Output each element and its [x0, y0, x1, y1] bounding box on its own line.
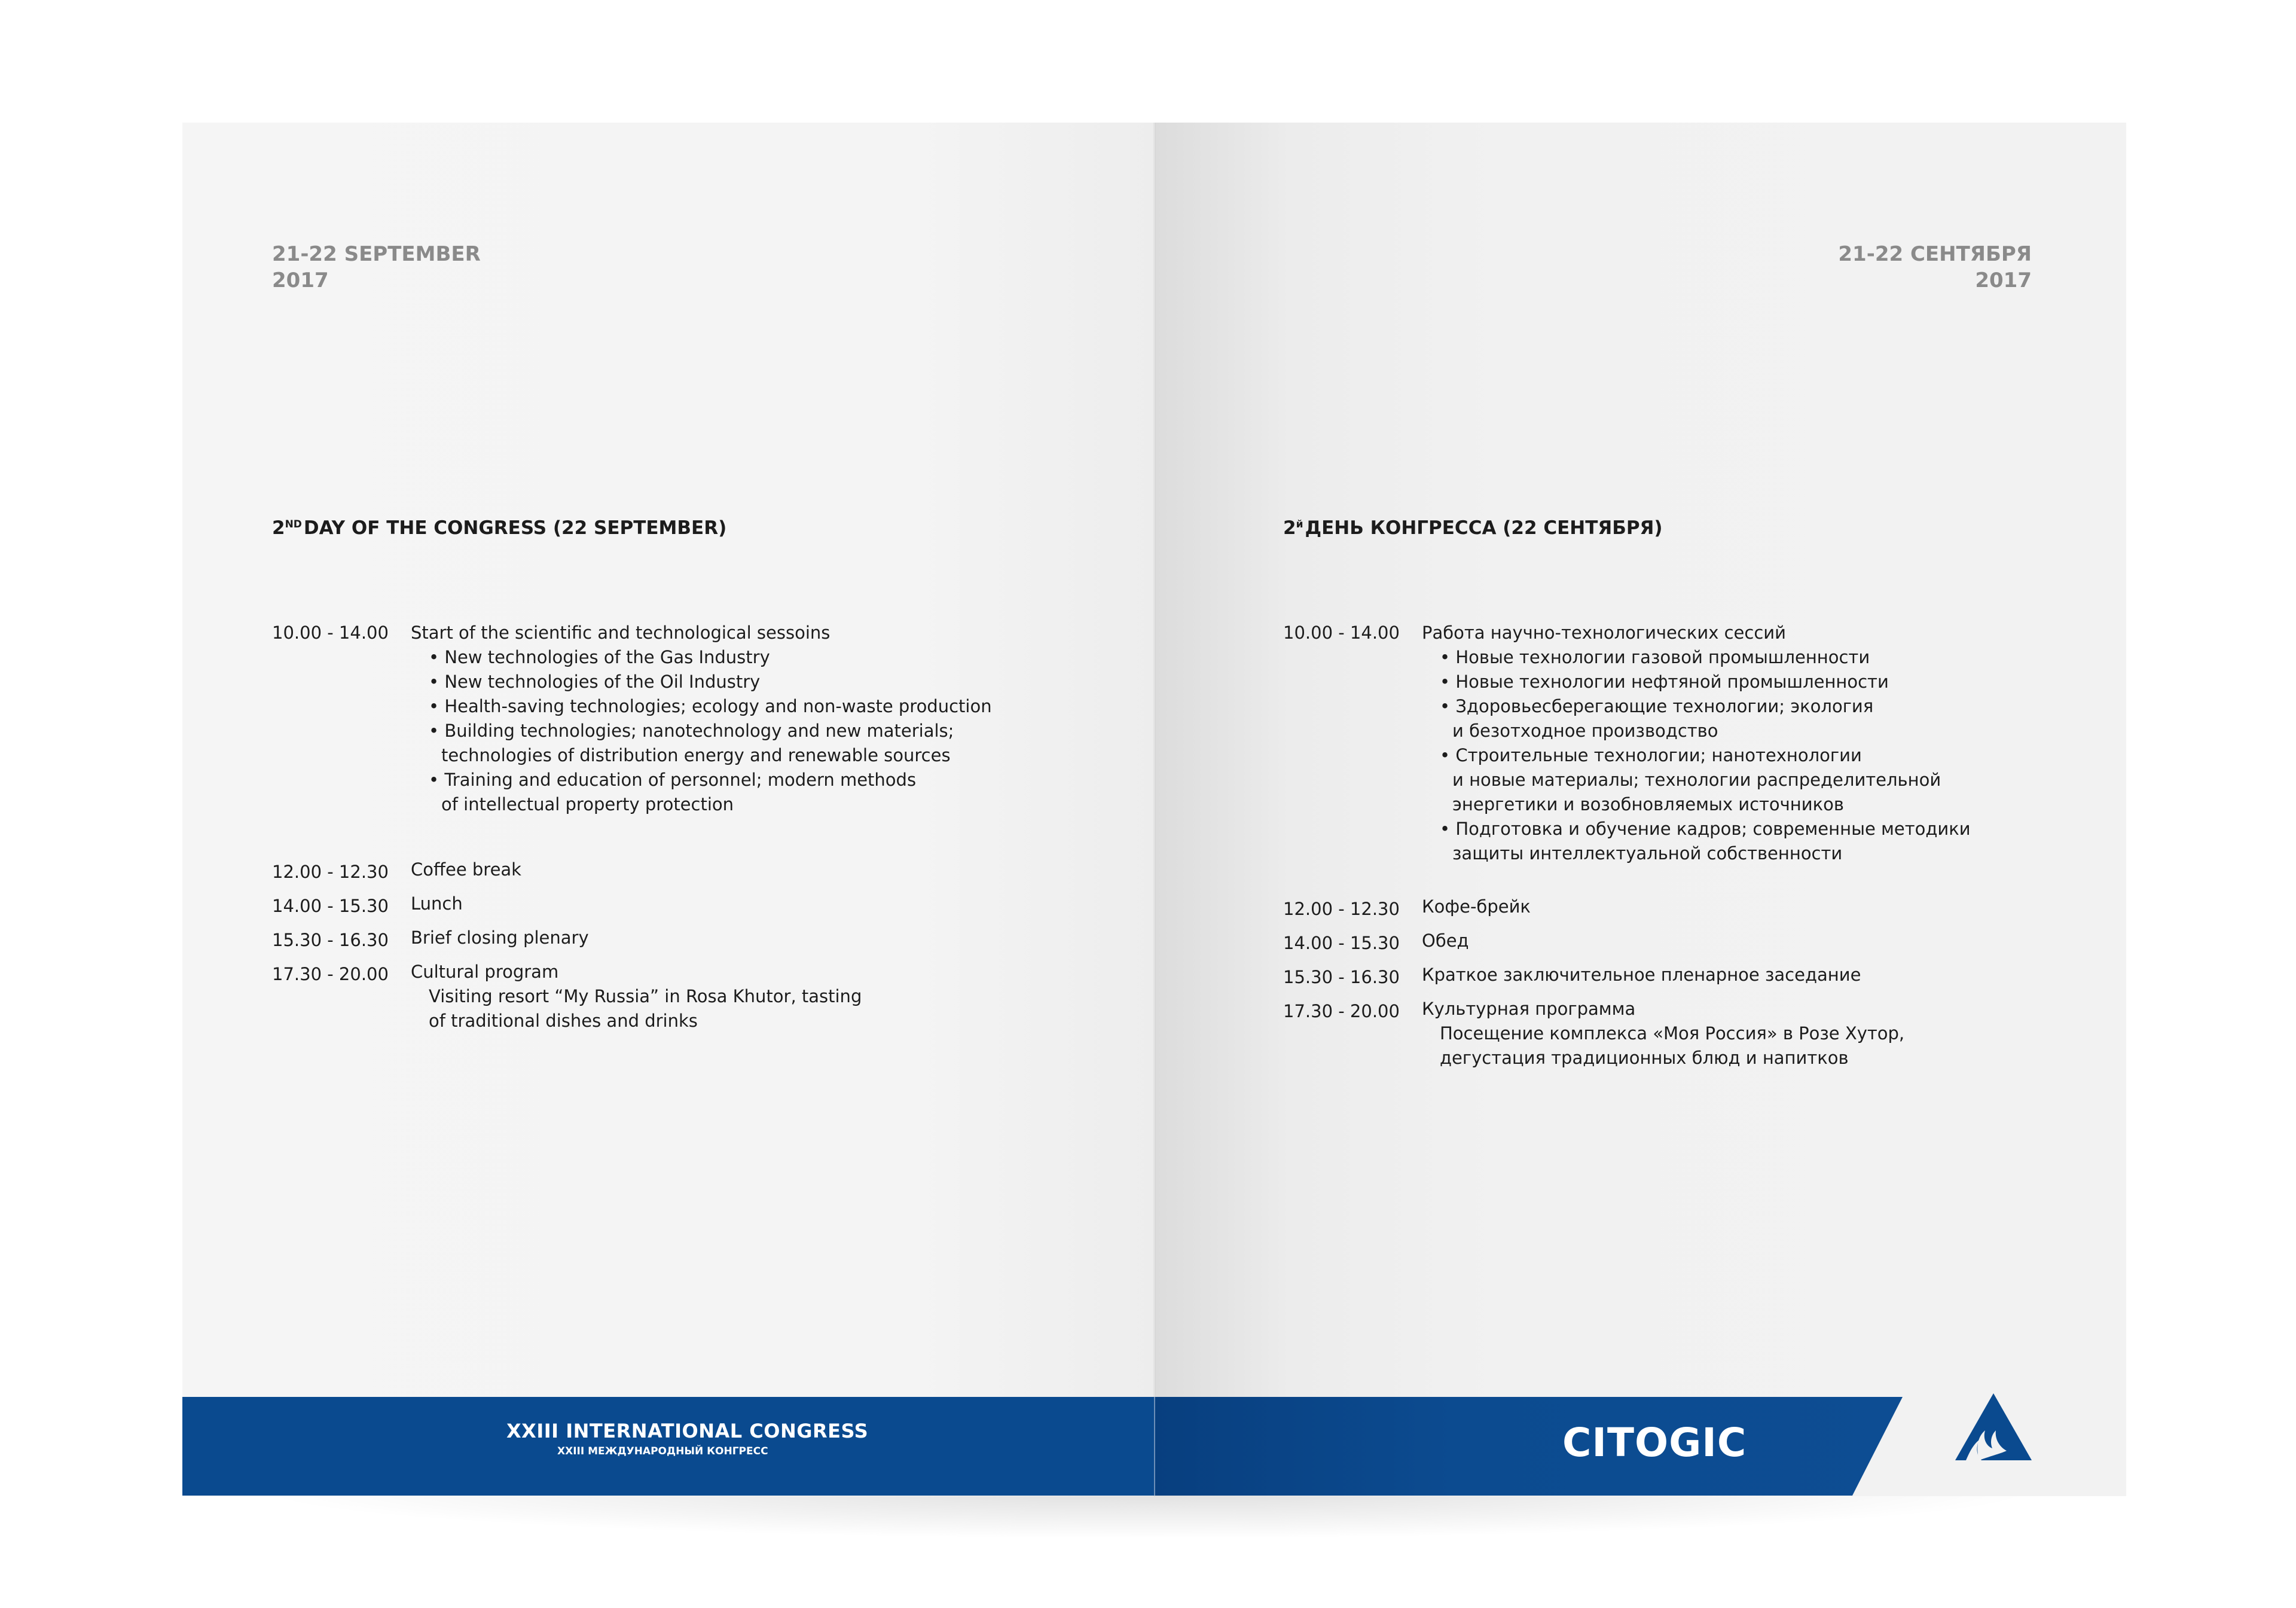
- congress-title-en: XXIII INTERNATIONAL CONGRESS: [506, 1420, 869, 1442]
- left-date-line1: 21-22 SEPTEMBER: [272, 242, 481, 266]
- schedule-time: 15.30 - 16.30: [272, 930, 389, 950]
- schedule-activity: [411, 621, 992, 817]
- activity-bullet-cont: и новые материалы; технологии распределительной: [1452, 770, 1941, 790]
- left-heading-sup: ND: [285, 518, 302, 530]
- left-heading-num: 2: [272, 517, 285, 539]
- activity-detail: Посещение комплекса «Моя Россия» в Розе Хутор,: [1440, 1023, 1905, 1043]
- right-date: [1838, 241, 2032, 294]
- activity-title: Start of the scientific and technological sessoins: [411, 623, 831, 643]
- right-date-line1: 21-22 СЕНТЯБРЯ: [1838, 242, 2032, 266]
- schedule-activity: [1422, 997, 1904, 1070]
- activity-title: Cultural program: [411, 962, 559, 982]
- schedule-activity: [411, 960, 862, 1033]
- right-heading-rest: ДЕНЬ КОНГРЕССА (22 СЕНТЯБРЯ): [1305, 517, 1663, 539]
- schedule-time: 12.00 - 12.30: [272, 862, 389, 882]
- schedule-activity: [1422, 621, 1971, 866]
- right-heading-num: 2: [1283, 517, 1296, 539]
- activity-bullet-cont: of intellectual property protection: [441, 794, 734, 814]
- footer-band-separator: [1154, 1397, 1155, 1496]
- activity-bullet: • Здоровьесберегающие технологии; экология: [1440, 696, 1874, 716]
- left-heading-rest: DAY OF THE CONGRESS (22 SEPTEMBER): [303, 517, 727, 539]
- footer-band-right: [1155, 1397, 1903, 1496]
- left-page: [182, 123, 1154, 1496]
- right-date-line2: 2017: [1975, 268, 2032, 292]
- activity-bullet-cont: защиты интеллектуальной собственности: [1452, 843, 1843, 864]
- left-date-line2: 2017: [272, 268, 329, 292]
- activity-bullet: • Подготовка и обучение кадров; современные методики: [1440, 819, 1971, 839]
- schedule-time: 12.00 - 12.30: [1283, 899, 1400, 919]
- left-heading: [272, 517, 726, 539]
- right-heading: [1283, 517, 1663, 539]
- activity-bullet-cont: энергетики и возобновляемых источников: [1452, 794, 1844, 814]
- activity-detail: дегустация традиционных блюд и напитков: [1440, 1048, 1849, 1068]
- activity-bullet: • Строительные технологии; нанотехнологии: [1440, 745, 1862, 765]
- activity-title: Coffee break: [411, 859, 521, 880]
- activity-title: Brief closing plenary: [411, 927, 589, 948]
- activity-title: Краткое заключительное пленарное заседание: [1422, 965, 1861, 985]
- activity-title: Культурная программа: [1422, 999, 1636, 1019]
- activity-bullet: • Training and education of personnel; modern methods: [429, 770, 917, 790]
- activity-bullet: • New technologies of the Gas Industry: [429, 647, 770, 667]
- activity-title: Работа научно-технологических сессий: [1422, 623, 1786, 643]
- activity-bullet: • New technologies of the Oil Industry: [429, 672, 761, 692]
- schedule-time: 10.00 - 14.00: [1283, 623, 1400, 643]
- activity-title: Обед: [1422, 930, 1469, 951]
- activity-detail: Visiting resort “My Russia” in Rosa Khutor, tasting: [429, 986, 862, 1006]
- activity-bullet: • Health-saving technologies; ecology and non-waste production: [429, 696, 992, 716]
- brand-wordmark: CITOGIC: [1562, 1420, 1747, 1466]
- activity-bullet-cont: technologies of distribution energy and renewable sources: [441, 745, 951, 765]
- activity-bullet: • Новые технологии нефтяной промышленности: [1440, 672, 1889, 692]
- activity-title: Lunch: [411, 893, 463, 914]
- schedule-time: 14.00 - 15.30: [1283, 933, 1400, 953]
- schedule-time: 17.30 - 20.00: [272, 964, 389, 984]
- right-heading-sup: й: [1296, 518, 1303, 530]
- schedule-time: 17.30 - 20.00: [1283, 1001, 1400, 1021]
- congress-title-ru: XXIII МЕЖДУНАРОДНЫЙ КОНГРЕСС: [557, 1445, 768, 1457]
- activity-bullet: • Building technologies; nanotechnology and new materials;: [429, 721, 954, 741]
- activity-detail: of traditional dishes and drinks: [429, 1011, 698, 1031]
- schedule-time: 15.30 - 16.30: [1283, 967, 1400, 987]
- spine-fold: [1153, 123, 1155, 1496]
- citogic-logo-icon: [1955, 1393, 2032, 1460]
- activity-bullet-cont: и безотходное производство: [1452, 721, 1718, 741]
- activity-bullet: • Новые технологии газовой промышленности: [1440, 647, 1870, 667]
- left-date: [272, 241, 481, 294]
- right-page: [1155, 123, 2126, 1496]
- footer-band: [182, 1397, 2150, 1496]
- schedule-time: 10.00 - 14.00: [272, 623, 389, 643]
- schedule-time: 14.00 - 15.30: [272, 896, 389, 916]
- activity-title: Кофе-брейк: [1422, 896, 1531, 917]
